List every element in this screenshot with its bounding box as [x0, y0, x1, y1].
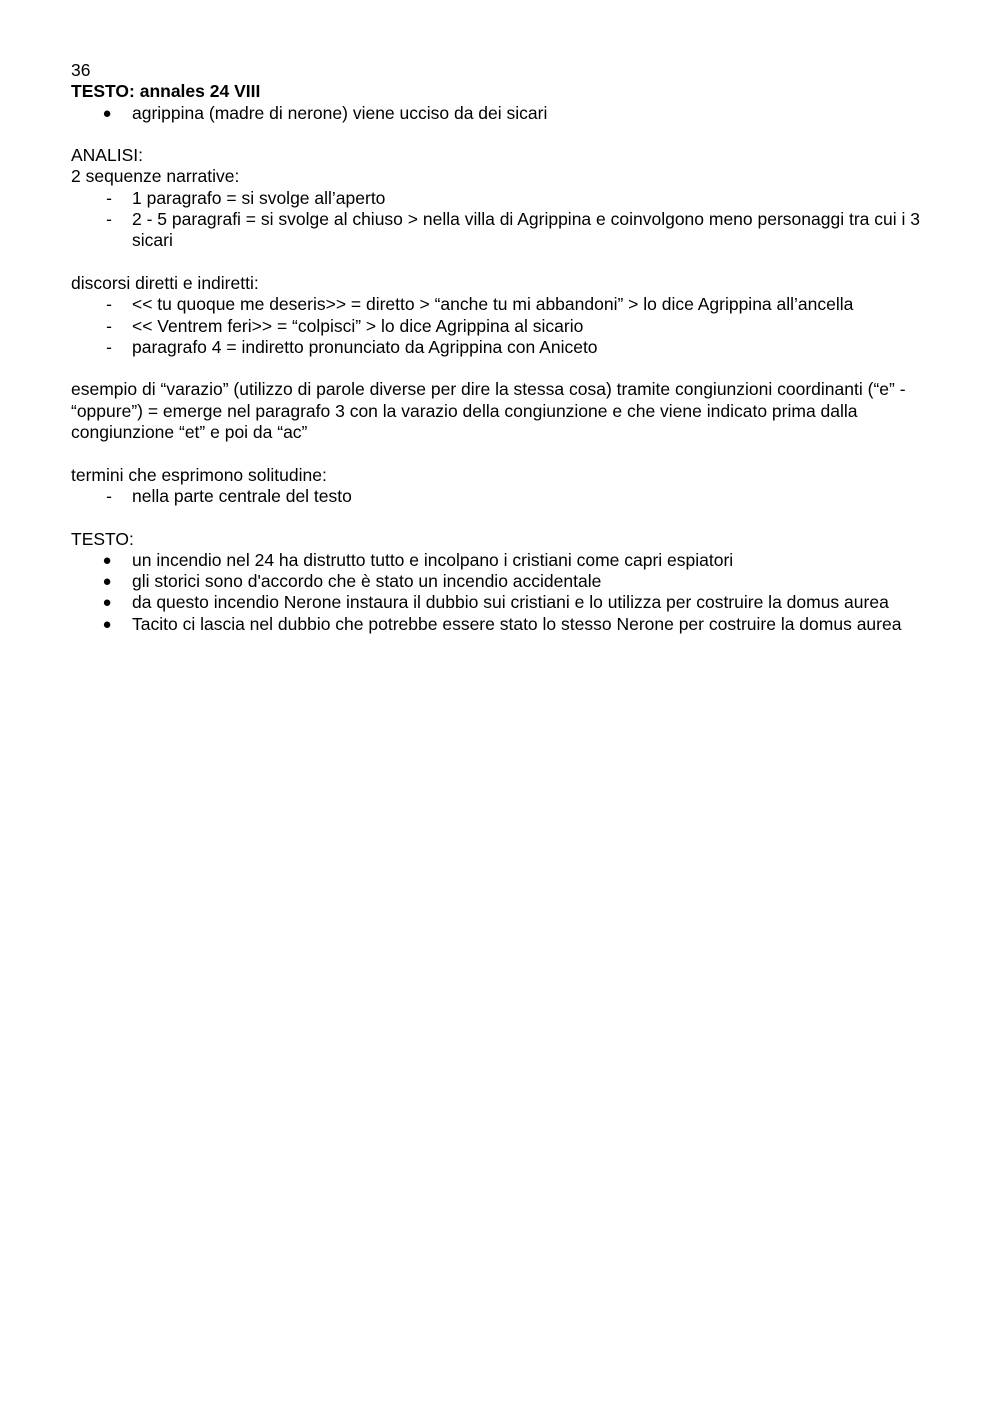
list-item — [71, 571, 956, 592]
dash-icon: - — [106, 485, 112, 506]
list-item — [71, 209, 956, 252]
list-item — [71, 103, 956, 124]
page-heading: TESTO: annales 24 VIII — [71, 81, 261, 102]
list-item-text: da questo incendio Nerone instaura il dubbio sui cristiani e lo utilizza per costruire la domus aurea — [132, 592, 889, 613]
dash-icon: - — [106, 209, 112, 230]
page-number: 36 — [71, 60, 91, 80]
solitudine-list — [71, 486, 956, 507]
bullet-icon: ● — [102, 573, 112, 591]
spacer — [71, 252, 956, 273]
bullet-icon: ● — [102, 551, 112, 569]
list-item-text: un incendio nel 24 ha distrutto tutto e incolpano i cristiani come capri espiatori — [132, 549, 734, 570]
analisi-title: ANALISI: — [71, 145, 143, 166]
list-item-text: 2 - 5 paragrafi = si svolge al chiuso > nella villa di Agrippina e coinvolgono meno personaggi tra cui i 3 sicari — [132, 209, 920, 251]
dash-icon: - — [106, 336, 112, 357]
list-item-text: << tu quoque me deseris>> = diretto > “anche tu mi abbandoni” > lo dice Agrippina all’ancella — [132, 294, 854, 315]
spacer — [71, 443, 956, 464]
list-item — [71, 188, 956, 209]
solitudine-title: termini che esprimono solitudine: — [71, 464, 327, 485]
list-item — [71, 316, 956, 337]
intro-bullet-list — [71, 103, 956, 124]
spacer — [71, 358, 956, 379]
list-item-text: << Ventrem feri>> = “colpisci” > lo dice Agrippina al sicario — [132, 315, 584, 336]
list-item — [71, 592, 956, 613]
sequenze-list — [71, 188, 956, 252]
list-item-text: gli storici sono d'accordo che è stato un incendio accidentale — [132, 571, 602, 592]
spacer — [71, 507, 956, 528]
list-item — [71, 294, 956, 315]
discorsi-title: discorsi diretti e indiretti: — [71, 272, 259, 293]
list-item-text: agrippina (madre di nerone) viene ucciso da dei sicari — [132, 102, 548, 123]
bullet-icon: ● — [102, 104, 112, 122]
testo-title: TESTO: — [71, 528, 134, 549]
discorsi-list — [71, 294, 956, 358]
testo-bullet-list — [71, 550, 956, 635]
list-item-text: paragrafo 4 = indiretto pronunciato da Agrippina con Aniceto — [132, 336, 598, 357]
dash-icon: - — [106, 315, 112, 336]
list-item — [71, 486, 956, 507]
sequenze-title: 2 sequenze narrative: — [71, 166, 240, 187]
list-item — [71, 614, 956, 635]
list-item — [71, 550, 956, 571]
varazio-paragraph: esempio di “varazio” (utilizzo di parole diverse per dire la stessa cosa) tramite congiunzioni coordinanti (“e” - “oppure”) = emerge nel paragrafo 3 con la varazio della congiunzione e che viene indicato prima dalla congiunzione “et” e poi da “ac” — [71, 379, 906, 443]
bullet-icon: ● — [102, 615, 112, 633]
list-item-text: 1 paragrafo = si svolge all’aperto — [132, 187, 386, 208]
list-item-text: nella parte centrale del testo — [132, 485, 352, 506]
list-item-text: Tacito ci lascia nel dubbio che potrebbe essere stato lo stesso Nerone per costruire la domus aurea — [132, 613, 902, 634]
dash-icon: - — [106, 187, 112, 208]
bullet-icon: ● — [102, 594, 112, 612]
dash-icon: - — [106, 294, 112, 315]
spacer — [71, 124, 956, 145]
document-page — [71, 60, 956, 635]
list-item — [71, 337, 956, 358]
